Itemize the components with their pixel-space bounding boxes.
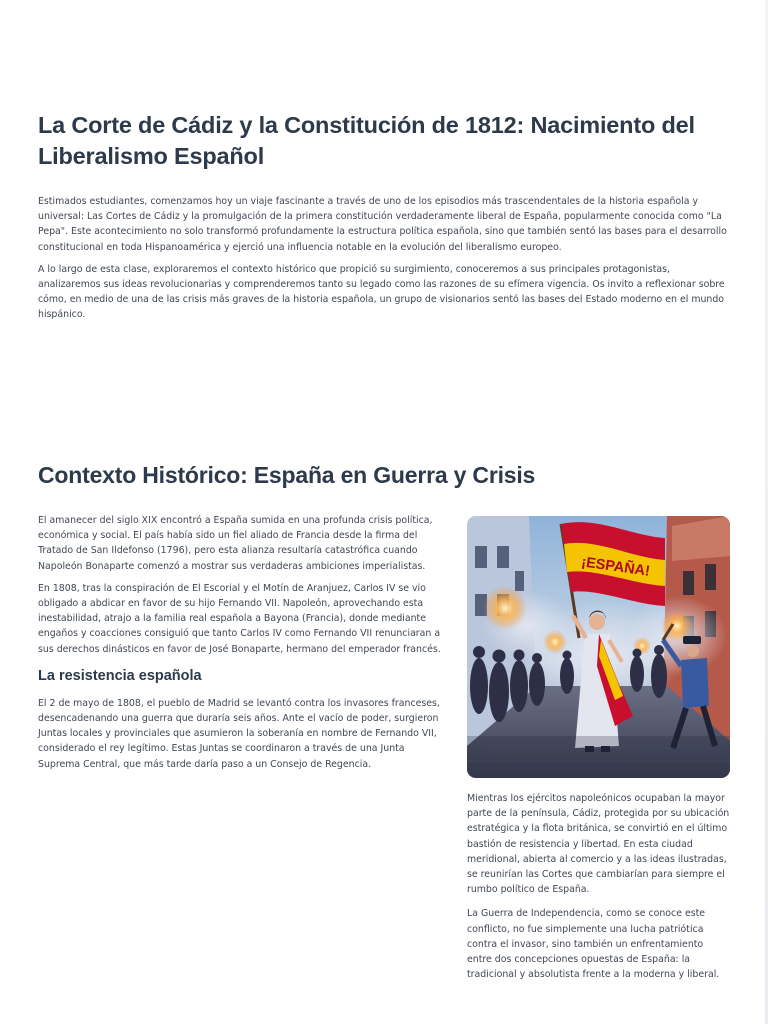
uprising-illustration [467,516,730,778]
section-title-contexto: Contexto Histórico: España en Guerra y Crisis [38,462,536,488]
contexto-section [38,460,730,981]
intro-section [38,110,730,323]
cadiz-paragraph: Mientras los ejércitos napoleónicos ocupaban la mayor parte de la península, Cádiz, protegida por su ubicación estratégica y la flota británica, se convirtió en el último bastión de resistencia y libertad. En esta ciudad meridional, abierta al comercio y a las ideas ilustradas, se reunirían las Cortes que cambiarían para siempre el rumbo político de España. [467,793,730,896]
svg-text:¡ESPAÑA!: ¡ESPAÑA! [580,554,651,580]
page-title: La Corte de Cádiz y la Constitución de 1812: Nacimiento del Liberalismo Español [38,112,695,169]
subheading-resistencia: La resistencia española [38,667,202,684]
intro-paragraph-2: A lo largo de esta clase, exploraremos el contexto histórico que propició su surgimiento, conoceremos a sus principales protagonistas, analizaremos sus ideas revolucionarias y comprenderemos tanto su legado como las razones de su efímera vigencia. Os invito a reflexionar sobre cómo, en medio de una de las crisis más graves de la historia española, un grupo de visionarios sentó las bases del Estado moderno en el mundo hispánico. [38,263,725,321]
intro-paragraph-1: Estimados estudiantes, comenzamos hoy un viaje fascinante a través de uno de los episodios más trascendentales de la historia española y universal: Las Cortes de Cádiz y la promulgación de la primera constitución verdaderamente liberal de España, popularmente conocida como "La Pepa". Este acontecimiento no solo transformó profundamente la estructura política española, sino que también sentó las bases para el desarrollo constitucional en toda Hispanoamérica y ejerció una influencia notable en la evolución del liberalismo europeo. [38,196,727,253]
contexto-left-column [38,513,443,772]
contexto-paragraph-2: En 1808, tras la conspiración de El Escorial y el Motín de Aranjuez, Carlos IV se vio obligado a abdicar en favor de su hijo Fernando VII. Napoleón, aprovechando esta inestabilidad, atrajo a la familia real española a Bayona (Francia), donde mediante engaños y coacciones consiguió que tanto Carlos IV como Fernando VII renunciaran a sus derechos dinásticos en favor de José Bonaparte, hermano del emperador francés. [38,582,441,655]
contexto-right-column [467,516,730,982]
guerra-independencia-paragraph: La Guerra de Independencia, como se conoce este conflicto, no fue simplemente una lucha patriótica contra el invasor, sino también un enfrentamiento entre dos concepciones opuestas de España: la tradicional y absolutista frente a la moderna y liberal. [467,908,720,981]
resistencia-paragraph: El 2 de mayo de 1808, el pueblo de Madrid se levantó contra los invasores franceses, desencadenando una guerra que duraría seis años. Ante el vacío de poder, surgieron Juntas locales y provinciales que asumieron la soberanía en nombre de Fernando VII, considerado el rey legítimo. Estas Juntas se coordinaron a través de una Junta Suprema Central, que más tarde daría paso a un Consejo de Regencia. [38,697,440,770]
contexto-paragraph-1: El amanecer del siglo XIX encontró a España sumida en una profunda crisis política, económica y social. El país había sido un fiel aliado de Francia desde la firma del Tratado de San Ildefonso (1796), pero esta alianza resultaría catastrófica cuando Napoleón Bonaparte comenzó a mostrar sus verdaderas ambiciones imperialistas. [38,515,433,572]
